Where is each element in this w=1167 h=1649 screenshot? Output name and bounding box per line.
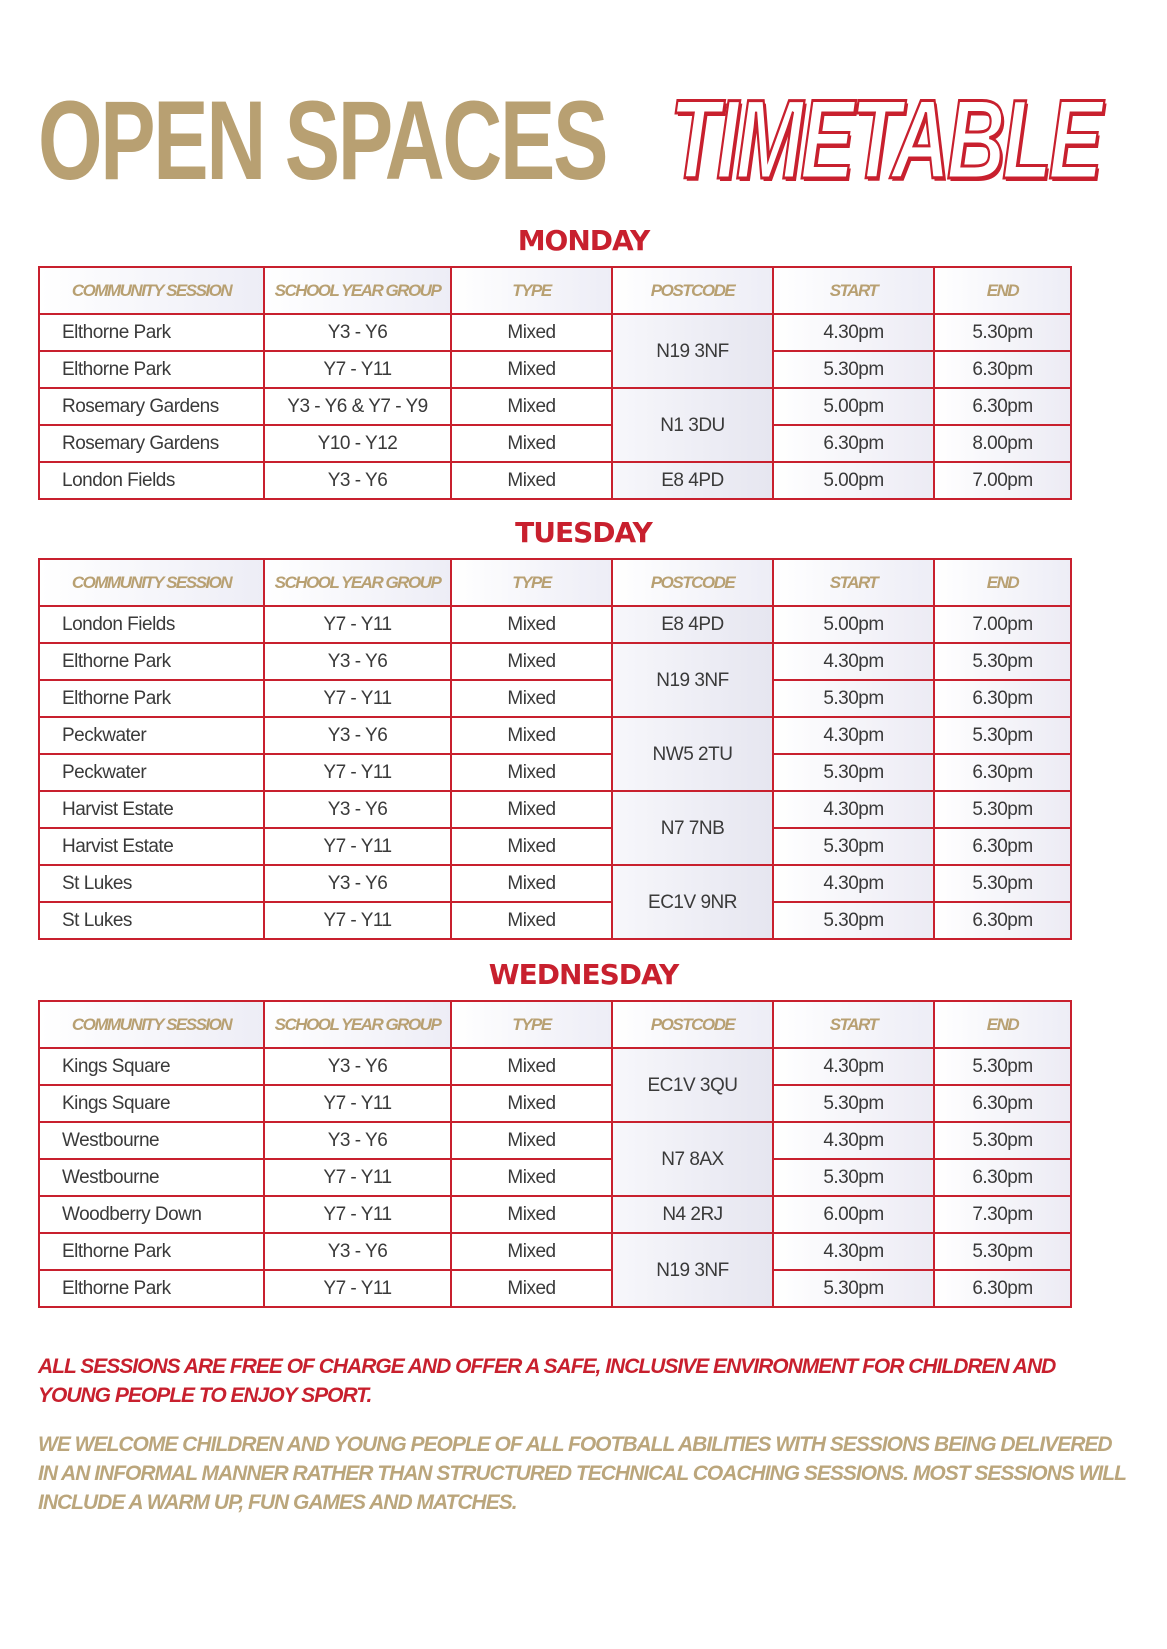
cell-start: 6.30pm — [773, 425, 934, 462]
table-row — [39, 754, 1071, 791]
cell-type: Mixed — [451, 1048, 612, 1085]
cell-year: Y7 - Y11 — [264, 351, 451, 388]
cell-type: Mixed — [451, 717, 612, 754]
table-header-row — [39, 267, 1071, 314]
cell-start: 5.30pm — [773, 1159, 934, 1196]
table-row — [39, 902, 1071, 939]
cell-end: 8.00pm — [934, 425, 1071, 462]
cell-type: Mixed — [451, 791, 612, 828]
column-header-year: SCHOOL YEAR GROUP — [264, 1001, 451, 1048]
cell-session: Elthorne Park — [39, 1233, 264, 1270]
cell-type: Mixed — [451, 1196, 612, 1233]
cell-year: Y3 - Y6 — [264, 791, 451, 828]
cell-type: Mixed — [451, 351, 612, 388]
cell-start: 4.30pm — [773, 1048, 934, 1085]
cell-start: 5.00pm — [773, 388, 934, 425]
table-row — [39, 865, 1071, 902]
table-row — [39, 388, 1071, 425]
cell-year: Y3 - Y6 — [264, 462, 451, 499]
cell-start: 4.30pm — [773, 791, 934, 828]
table-row — [39, 314, 1071, 351]
column-header-postcode: POSTCODE — [612, 1001, 773, 1048]
cell-session: Rosemary Gardens — [39, 425, 264, 462]
note-welcome: WE WELCOME CHILDREN AND YOUNG PEOPLE OF ALL FOOTBALL ABILITIES WITH SESSIONS BEING DELIVERED IN AN INFORMAL MANNER RATHER THAN STRUCTURED TECHNICAL COACHING SESSIONS. MOST SESSIONS WILL INCLUDE A WARM UP, FUN GAMES AND MATCHES. — [38, 1433, 1126, 1514]
cell-postcode: N7 8AX — [612, 1122, 773, 1196]
cell-session: Peckwater — [39, 754, 264, 791]
cell-postcode: NW5 2TU — [612, 717, 773, 791]
cell-type: Mixed — [451, 828, 612, 865]
cell-start: 5.30pm — [773, 680, 934, 717]
column-header-postcode: POSTCODE — [612, 559, 773, 606]
cell-postcode: EC1V 3QU — [612, 1048, 773, 1122]
table-row — [39, 717, 1071, 754]
column-header-postcode: POSTCODE — [612, 267, 773, 314]
cell-start: 4.30pm — [773, 717, 934, 754]
column-header-end: END — [934, 1001, 1071, 1048]
page-title — [38, 78, 1138, 203]
column-header-end: END — [934, 559, 1071, 606]
cell-year: Y3 - Y6 — [264, 1122, 451, 1159]
table-row — [39, 1122, 1071, 1159]
title-accent: TIMETABLE — [670, 77, 1100, 202]
title-main: OPEN SPACES — [38, 77, 607, 203]
cell-start: 6.00pm — [773, 1196, 934, 1233]
cell-session: Kings Square — [39, 1085, 264, 1122]
cell-session: Kings Square — [39, 1048, 264, 1085]
cell-start: 5.30pm — [773, 351, 934, 388]
cell-year: Y7 - Y11 — [264, 754, 451, 791]
cell-year: Y7 - Y11 — [264, 680, 451, 717]
cell-type: Mixed — [451, 902, 612, 939]
cell-start: 5.30pm — [773, 1085, 934, 1122]
cell-year: Y7 - Y11 — [264, 1159, 451, 1196]
table-row — [39, 351, 1071, 388]
cell-session: Harvist Estate — [39, 828, 264, 865]
cell-end: 6.30pm — [934, 680, 1071, 717]
cell-year: Y3 - Y6 — [264, 643, 451, 680]
column-header-session: COMMUNITY SESSION — [39, 559, 264, 606]
cell-type: Mixed — [451, 425, 612, 462]
cell-start: 5.00pm — [773, 606, 934, 643]
table-row — [39, 1233, 1071, 1270]
table-header-row — [39, 1001, 1071, 1048]
cell-start: 5.30pm — [773, 754, 934, 791]
cell-type: Mixed — [451, 680, 612, 717]
cell-year: Y7 - Y11 — [264, 1085, 451, 1122]
cell-type: Mixed — [451, 1122, 612, 1159]
cell-type: Mixed — [451, 1270, 612, 1307]
cell-postcode: E8 4PD — [612, 462, 773, 499]
cell-year: Y7 - Y11 — [264, 828, 451, 865]
column-header-session: COMMUNITY SESSION — [39, 267, 264, 314]
cell-end: 5.30pm — [934, 643, 1071, 680]
column-header-type: TYPE — [451, 1001, 612, 1048]
cell-session: Elthorne Park — [39, 680, 264, 717]
cell-type: Mixed — [451, 754, 612, 791]
table-row — [39, 828, 1071, 865]
table-header-row — [39, 559, 1071, 606]
table-row — [39, 791, 1071, 828]
cell-session: Elthorne Park — [39, 643, 264, 680]
column-header-end: END — [934, 267, 1071, 314]
timetable-tuesday — [38, 558, 1072, 940]
day-heading-monday: MONDAY — [517, 224, 650, 257]
cell-postcode: N19 3NF — [612, 643, 773, 717]
cell-year: Y3 - Y6 — [264, 1048, 451, 1085]
column-header-start: START — [773, 1001, 934, 1048]
cell-type: Mixed — [451, 606, 612, 643]
cell-year: Y7 - Y11 — [264, 902, 451, 939]
cell-start: 4.30pm — [773, 314, 934, 351]
cell-end: 5.30pm — [934, 1122, 1071, 1159]
table-row — [39, 1196, 1071, 1233]
cell-type: Mixed — [451, 1233, 612, 1270]
column-header-type: TYPE — [451, 559, 612, 606]
cell-type: Mixed — [451, 1085, 612, 1122]
cell-type: Mixed — [451, 388, 612, 425]
cell-session: Westbourne — [39, 1159, 264, 1196]
cell-end: 6.30pm — [934, 1085, 1071, 1122]
cell-end: 6.30pm — [934, 351, 1071, 388]
cell-start: 5.30pm — [773, 902, 934, 939]
cell-session: Westbourne — [39, 1122, 264, 1159]
cell-type: Mixed — [451, 865, 612, 902]
cell-session: London Fields — [39, 606, 264, 643]
cell-session: Elthorne Park — [39, 314, 264, 351]
table-row — [39, 425, 1071, 462]
cell-start: 4.30pm — [773, 643, 934, 680]
cell-postcode: N4 2RJ — [612, 1196, 773, 1233]
cell-year: Y7 - Y11 — [264, 606, 451, 643]
table-row — [39, 680, 1071, 717]
cell-session: St Lukes — [39, 902, 264, 939]
cell-end: 7.00pm — [934, 462, 1071, 499]
cell-start: 4.30pm — [773, 865, 934, 902]
cell-end: 6.30pm — [934, 902, 1071, 939]
table-row — [39, 462, 1071, 499]
column-header-session: COMMUNITY SESSION — [39, 1001, 264, 1048]
cell-end: 5.30pm — [934, 1048, 1071, 1085]
cell-year: Y7 - Y11 — [264, 1196, 451, 1233]
table-row — [39, 1085, 1071, 1122]
table-row — [39, 606, 1071, 643]
cell-session: Elthorne Park — [39, 351, 264, 388]
cell-year: Y3 - Y6 — [264, 865, 451, 902]
cell-session: Elthorne Park — [39, 1270, 264, 1307]
note-free-of-charge: ALL SESSIONS ARE FREE OF CHARGE AND OFFER A SAFE, INCLUSIVE ENVIRONMENT FOR CHILDREN AND YOUNG PEOPLE TO ENJOY SPORT. — [38, 1355, 1056, 1407]
cell-end: 5.30pm — [934, 314, 1071, 351]
day-heading-wednesday: WEDNESDAY — [488, 958, 679, 991]
cell-postcode: N1 3DU — [612, 388, 773, 462]
table-row — [39, 1159, 1071, 1196]
cell-session: St Lukes — [39, 865, 264, 902]
cell-end: 5.30pm — [934, 1233, 1071, 1270]
cell-year: Y3 - Y6 — [264, 717, 451, 754]
column-header-start: START — [773, 559, 934, 606]
cell-session: Harvist Estate — [39, 791, 264, 828]
cell-year: Y10 - Y12 — [264, 425, 451, 462]
cell-end: 5.30pm — [934, 791, 1071, 828]
table-row — [39, 643, 1071, 680]
cell-start: 4.30pm — [773, 1233, 934, 1270]
timetable-wednesday — [38, 1000, 1072, 1308]
cell-end: 5.30pm — [934, 717, 1071, 754]
cell-end: 6.30pm — [934, 828, 1071, 865]
column-header-year: SCHOOL YEAR GROUP — [264, 267, 451, 314]
cell-postcode: EC1V 9NR — [612, 865, 773, 939]
cell-session: Rosemary Gardens — [39, 388, 264, 425]
cell-year: Y3 - Y6 — [264, 1233, 451, 1270]
cell-session: Peckwater — [39, 717, 264, 754]
cell-start: 5.30pm — [773, 1270, 934, 1307]
cell-end: 7.30pm — [934, 1196, 1071, 1233]
cell-postcode: E8 4PD — [612, 606, 773, 643]
cell-end: 6.30pm — [934, 1159, 1071, 1196]
cell-postcode: N19 3NF — [612, 314, 773, 388]
cell-year: Y7 - Y11 — [264, 1270, 451, 1307]
cell-postcode: N19 3NF — [612, 1233, 773, 1307]
timetable-monday — [38, 266, 1072, 500]
column-header-start: START — [773, 267, 934, 314]
cell-type: Mixed — [451, 462, 612, 499]
cell-session: London Fields — [39, 462, 264, 499]
cell-type: Mixed — [451, 1159, 612, 1196]
cell-start: 4.30pm — [773, 1122, 934, 1159]
cell-session: Woodberry Down — [39, 1196, 264, 1233]
cell-start: 5.00pm — [773, 462, 934, 499]
cell-year: Y3 - Y6 & Y7 - Y9 — [264, 388, 451, 425]
cell-start: 5.30pm — [773, 828, 934, 865]
table-row — [39, 1270, 1071, 1307]
cell-postcode: N7 7NB — [612, 791, 773, 865]
cell-end: 6.30pm — [934, 754, 1071, 791]
cell-end: 7.00pm — [934, 606, 1071, 643]
cell-end: 6.30pm — [934, 388, 1071, 425]
cell-end: 5.30pm — [934, 865, 1071, 902]
column-header-year: SCHOOL YEAR GROUP — [264, 559, 451, 606]
column-header-type: TYPE — [451, 267, 612, 314]
cell-end: 6.30pm — [934, 1270, 1071, 1307]
cell-type: Mixed — [451, 314, 612, 351]
cell-type: Mixed — [451, 643, 612, 680]
cell-year: Y3 - Y6 — [264, 314, 451, 351]
day-heading-tuesday: TUESDAY — [515, 516, 652, 549]
table-row — [39, 1048, 1071, 1085]
